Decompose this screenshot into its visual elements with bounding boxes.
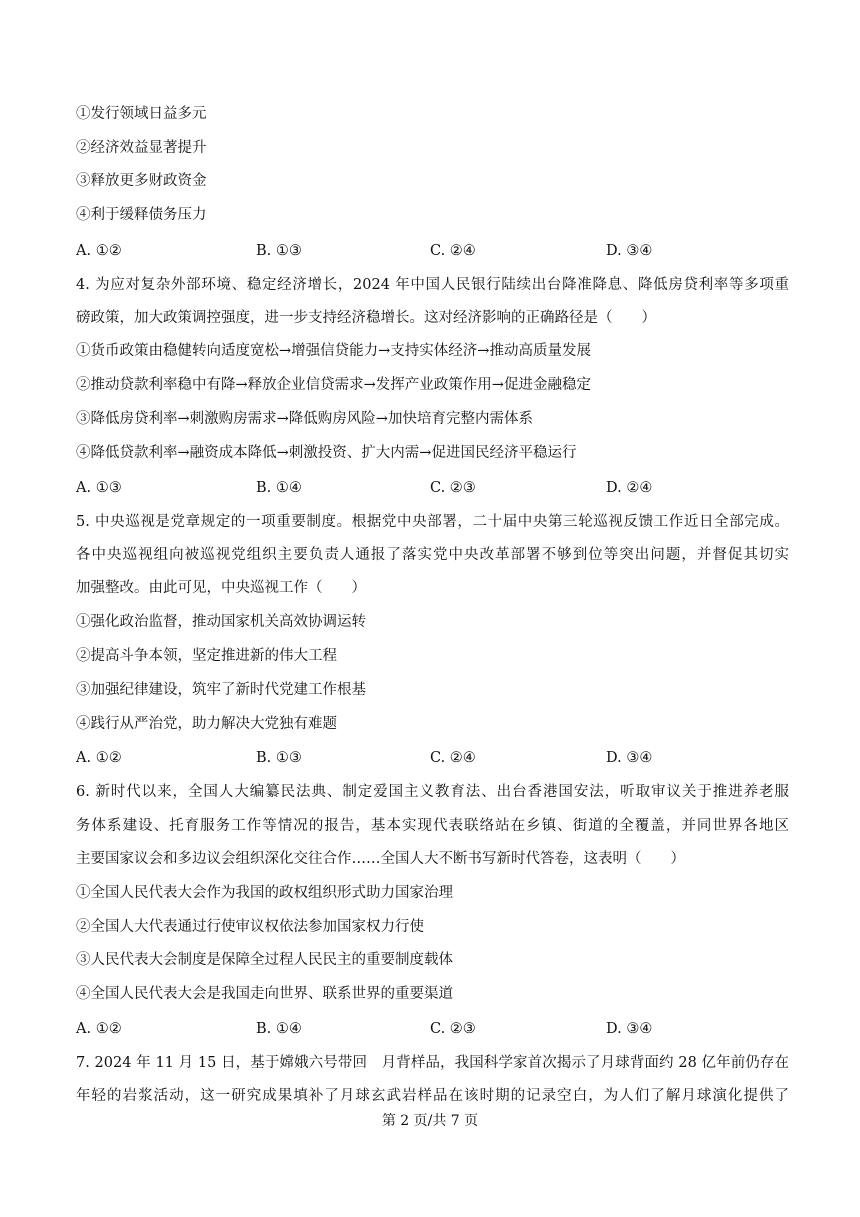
q3-statement-4: ④利于缓释债务压力 bbox=[76, 207, 207, 223]
q3-statement-3: ③释放更多财政资金 bbox=[76, 173, 207, 189]
q3-option-a: A. ①② bbox=[76, 243, 122, 259]
q5-statement-4: ④践行从严治党，助力解决大党独有难题 bbox=[76, 716, 337, 732]
q4-statement-1: ①货币政策由稳健转向适度宽松→增强信贷能力→支持实体经济→推动高质量发展 bbox=[76, 343, 591, 359]
q4-statement-3: ③降低房贷利率→刺激购房需求→降低购房风险→加快培育完整内需体系 bbox=[76, 411, 533, 427]
q3-option-d: D. ③④ bbox=[606, 243, 653, 259]
q6-option-c: C. ②③ bbox=[430, 1021, 476, 1037]
q6-statement-3: ③人民代表大会制度是保障全过程人民民主的重要制度载体 bbox=[76, 952, 453, 968]
q5-stem-line-2: 各中央巡视组向被巡视党组织主要负责人通报了落实党中央改革部署不够到位等突出问题，并督促其切实 bbox=[76, 547, 789, 563]
q5-statement-1: ①强化政治监督，推动国家机关高效协调运转 bbox=[76, 614, 366, 630]
q5-option-d: D. ③④ bbox=[606, 750, 653, 766]
q6-stem-line-2: 务体系建设、托育服务工作等情况的报告，基本实现代表联络站在乡镇、街道的全覆盖，并同世界各地区 bbox=[76, 818, 789, 834]
q6-option-a: A. ①② bbox=[76, 1021, 122, 1037]
q6-statement-1: ①全国人民代表大会作为我国的政权组织形式助力国家治理 bbox=[76, 885, 453, 901]
q4-stem-line-1: 4. 为应对复杂外部环境、稳定经济增长，2024 年中国人民银行陆续出台降准降息、降低房贷利率等多项重 bbox=[76, 277, 789, 293]
q6-option-d: D. ③④ bbox=[606, 1021, 653, 1037]
q3-option-b: B. ①③ bbox=[256, 243, 302, 259]
q3-statement-1: ①发行领域日益多元 bbox=[76, 106, 207, 122]
q6-statement-4: ④全国人民代表大会是我国走向世界、联系世界的重要渠道 bbox=[76, 986, 453, 1002]
q3-option-c: C. ②④ bbox=[430, 243, 476, 259]
q4-statement-4: ④降低贷款利率→融资成本降低→刺激投资、扩大内需→促进国民经济平稳运行 bbox=[76, 445, 577, 461]
q6-statement-2: ②全国人大代表通过行使审议权依法参加国家权力行使 bbox=[76, 919, 424, 935]
q4-option-b: B. ①④ bbox=[256, 480, 302, 496]
q3-statement-2: ②经济效益显著提升 bbox=[76, 140, 207, 156]
q4-option-a: A. ①③ bbox=[76, 480, 122, 496]
q4-option-c: C. ②③ bbox=[430, 480, 476, 496]
q7-stem-line-1: 7. 2024 年 11 月 15 日，基于嫦娥六号带回 月背样品，我国科学家首次揭示了月球背面约 28 亿年前仍存在 bbox=[76, 1055, 789, 1071]
q5-option-c: C. ②④ bbox=[430, 750, 476, 766]
q5-stem-line-1: 5. 中央巡视是党章规定的一项重要制度。根据党中央部署，二十届中央第三轮巡视反馈工作近日全部完成。 bbox=[76, 514, 789, 530]
q5-option-a: A. ①② bbox=[76, 750, 122, 766]
q6-option-b: B. ①④ bbox=[256, 1021, 302, 1037]
q5-stem-line-3: 加强整改。由此可见，中央巡视工作（ ） bbox=[76, 580, 366, 596]
q6-stem-line-3: 主要国家议会和多边议会组织深化交往合作……全国人大不断书写新时代答卷，这表明（ ） bbox=[76, 851, 685, 867]
q5-statement-2: ②提高斗争本领，坚定推进新的伟大工程 bbox=[76, 648, 337, 664]
q6-stem-line-1: 6. 新时代以来，全国人大编纂民法典、制定爱国主义教育法、出台香港国安法，听取审议关于推进养老服 bbox=[76, 784, 789, 800]
q4-option-d: D. ②④ bbox=[606, 480, 653, 496]
q4-stem-line-2: 磅政策，加大政策调控强度，进一步支持经济稳增长。这对经济影响的正确路径是（ ） bbox=[76, 310, 656, 326]
q5-option-b: B. ①③ bbox=[256, 750, 302, 766]
q4-statement-2: ②推动贷款利率稳中有降→释放企业信贷需求→发挥产业政策作用→促进金融稳定 bbox=[76, 377, 591, 393]
q7-stem-line-2: 年轻的岩浆活动，这一研究成果填补了月球玄武岩样品在该时期的记录空白，为人们了解月球演化提供了 bbox=[76, 1088, 789, 1104]
page-number-footer: 第 2 页/共 7 页 bbox=[381, 1113, 479, 1129]
q5-statement-3: ③加强纪律建设，筑牢了新时代党建工作根基 bbox=[76, 682, 366, 698]
